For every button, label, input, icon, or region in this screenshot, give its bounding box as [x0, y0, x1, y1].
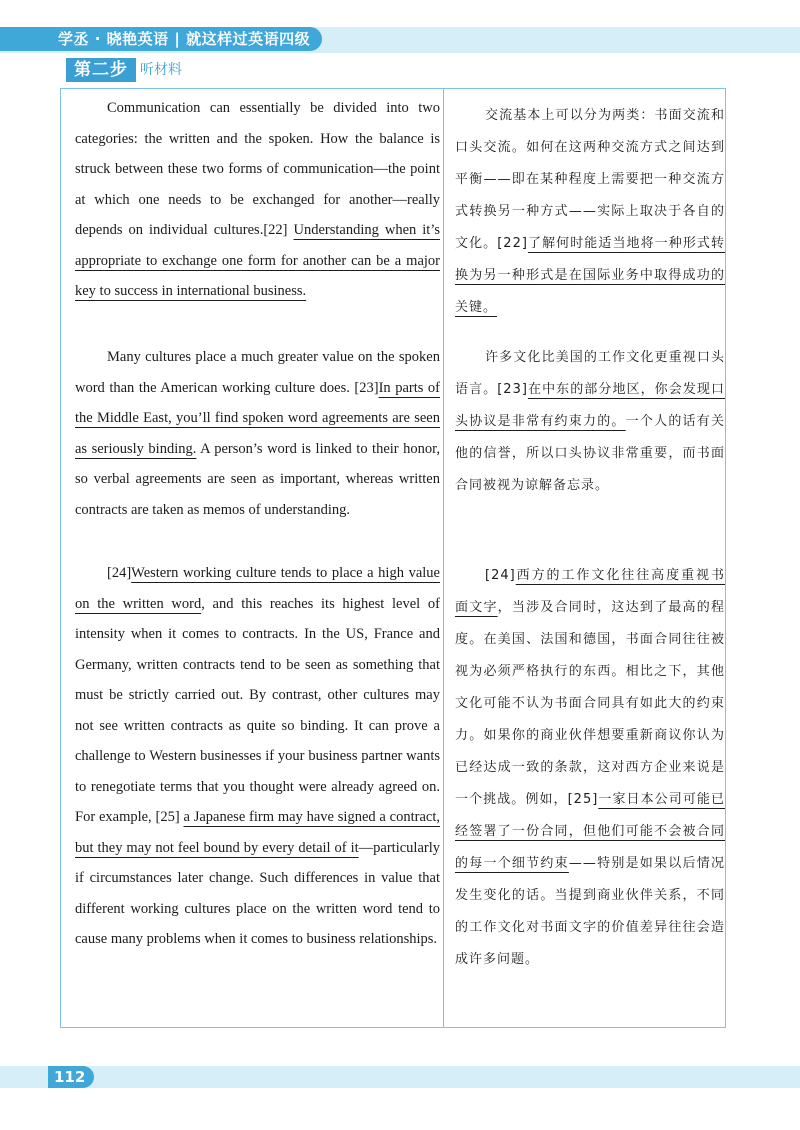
series-title: 学丞 · 晓艳英语 | 就这样过英语四级	[58, 30, 311, 48]
step-badge: 第二步	[66, 58, 136, 82]
chinese-paragraph-1	[455, 100, 725, 324]
step-subtitle: 听材料	[140, 62, 182, 78]
english-paragraph-3	[75, 558, 440, 955]
en-p3-mid: , and this reaches its highest level of intensity when it comes to contracts. In the US, France and Germany, written contracts tend to be seen as something that must be strictly carried out. By contrast, other cultures may not see written contracts as quite so binding. It can prove a challenge to Western businesses if your business partner wants to renegotiate terms that you thought were already agreed on. For example,	[75, 595, 440, 825]
chinese-paragraph-3	[455, 560, 725, 976]
zh-p1-text: 交流基本上可以分为两类：书面交流和口头交流。如何在这两种交流方式之间达到平衡——即在某种程度上需要把一种交流方式转换另一种方式——实际上取决于各自的文化。	[455, 108, 725, 251]
en-key-sentence-23: In parts of the Middle East, you’ll find spoken word agreements are seen as seriously binding.	[75, 379, 441, 457]
en-p2-text: Many cultures place a much greater value on the spoken word than the American working culture does.	[75, 349, 440, 396]
en-p2-rest: A person’s word is linked to their honor, so verbal agreements are seen as important, whereas written contracts are taken as memos of understanding.	[75, 440, 441, 518]
zh-p3-mid: ，当涉及合同时，这达到了最高的程度。在美国、法国和德国，书面合同往往被视为必须严格执行的东西。相比之下，其他文化可能不认为书面合同具有如此大的约束力。如果你的商业伙伴想要重新商议你认为已经达成一致的条款，这对西方企业来说是一个挑战。例如，	[455, 600, 725, 807]
zh-p2-rest: 一个人的话有关他的信誉，所以口头协议非常重要，而书面合同被视为谅解备忘录。	[455, 414, 725, 493]
english-paragraph-2	[75, 342, 440, 525]
zh-marker-22: [22]	[497, 236, 528, 251]
zh-key-sentence-25: 一家日本公司可能已经签署了一份合同，但他们可能不会被合同的每一个细节约束	[455, 792, 725, 871]
en-p1-text: Communication can essentially be divided into two categories: the written and the spoken. How the balance is struck between these two forms of communication—the point at which one needs to be exchanged for another—really depends on individual cultures.	[75, 100, 440, 238]
en-marker-22: [22]	[263, 222, 288, 238]
en-key-sentence-22: Understanding when it’s appropriate to exchange one form for another can be a major key to success in international business.	[75, 222, 440, 299]
zh-marker-23: [23]	[497, 382, 528, 397]
footer-band	[0, 1066, 800, 1088]
zh-marker-25: [25]	[567, 792, 599, 807]
en-marker-24: [24]	[107, 565, 132, 581]
zh-key-sentence-22: 了解何时能适当地将一种形式转换为另一种形式是在国际业务中取得成功的关键。	[455, 236, 725, 315]
en-key-sentence-24: Western working culture tends to place a high value on the written word	[75, 565, 440, 612]
column-divider	[443, 88, 444, 1028]
en-key-sentence-25: a Japanese firm may have signed a contract, but they may not feel bound by every detail of it	[75, 809, 440, 856]
zh-marker-24: [24]	[485, 568, 516, 583]
page-number: 112	[54, 1068, 86, 1086]
zh-p2-text: 许多文化比美国的工作文化更重视口头语言。	[455, 350, 725, 397]
en-marker-23: [23]	[354, 379, 379, 396]
en-p3-rest: —particularly if circumstances later change. Such differences in value that different working cultures place on the written word tend to cause many problems when it comes to business relationships.	[75, 839, 440, 947]
zh-key-sentence-24: 西方的工作文化往往高度重视书面文字	[455, 568, 725, 615]
en-marker-25: [25]	[155, 809, 180, 825]
english-paragraph-1	[75, 93, 440, 307]
zh-p3-rest: ——特别是如果以后情况发生变化的话。当提到商业伙伴关系，不同的工作文化对书面文字的价值差异往往会造成许多问题。	[455, 856, 725, 967]
chinese-paragraph-2	[455, 342, 725, 502]
zh-key-sentence-23: 在中东的部分地区，你会发现口头协议是非常有约束力的。	[455, 382, 725, 429]
